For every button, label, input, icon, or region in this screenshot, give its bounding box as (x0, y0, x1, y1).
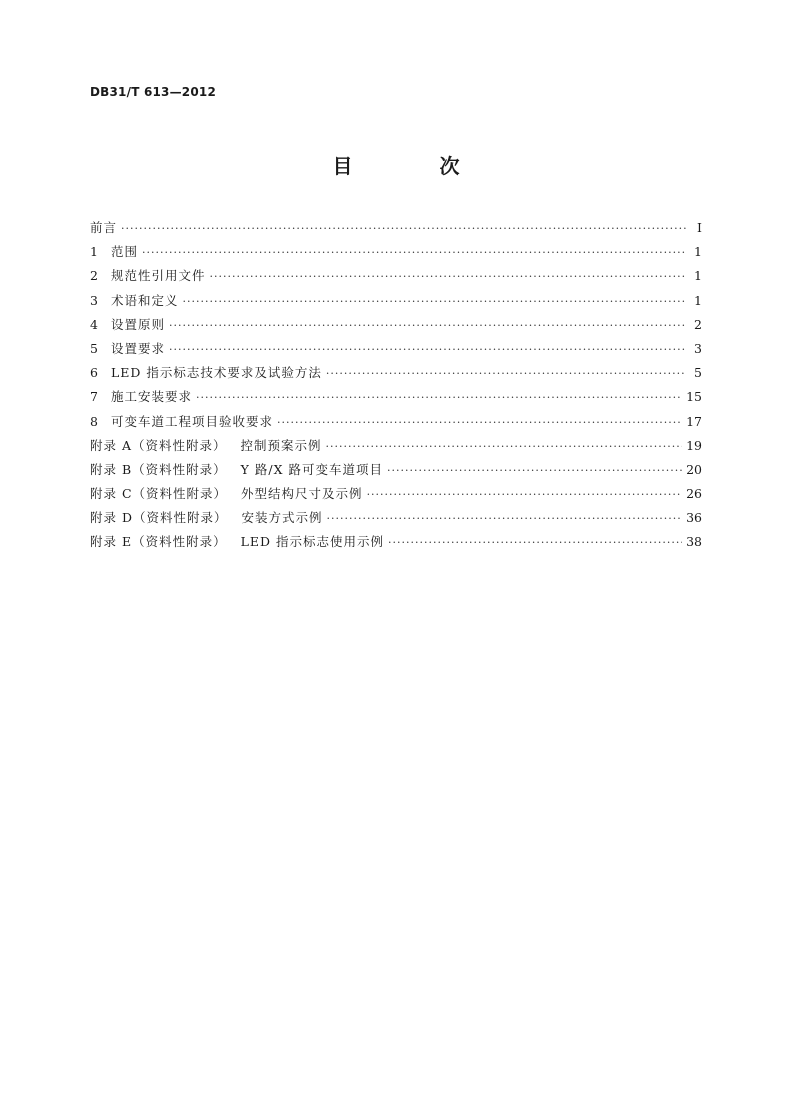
dot-leader (327, 507, 683, 531)
toc-entry-label: 规范性引用文件 (111, 268, 206, 284)
appendix-subtitle: 安装方式示例 (241, 510, 323, 526)
toc-entry-page: 17 (686, 413, 702, 429)
toc-entry-label: 施工安装要求 (111, 389, 193, 405)
appendix-subtitle: 控制预案示例 (240, 437, 322, 453)
toc-entry-7[interactable] (90, 385, 702, 409)
dot-leader (169, 314, 686, 338)
toc-entry-appendix-c[interactable] (90, 482, 702, 506)
appendix-subtitle: 外型结构尺寸及示例 (241, 486, 363, 502)
toc-list (90, 216, 702, 555)
toc-entry-2[interactable] (90, 264, 702, 288)
toc-entry-page: 26 (686, 486, 702, 502)
toc-entry-3[interactable] (90, 289, 702, 313)
toc-title: 目 次 (332, 154, 500, 178)
toc-entry-appendix-e[interactable] (90, 530, 702, 554)
toc-entry-page: 20 (686, 461, 702, 477)
toc-entry-5[interactable] (90, 337, 702, 361)
toc-entry-page: Ⅰ (697, 220, 702, 235)
toc-entry-appendix-a[interactable] (90, 434, 702, 458)
toc-entry-1[interactable] (90, 240, 702, 264)
toc-entry-label: 前言 (90, 220, 118, 235)
toc-entry-number: 1 (90, 244, 98, 260)
toc-entry-label (90, 434, 322, 458)
dot-leader (387, 459, 682, 483)
toc-entry-label: 范围 (111, 244, 139, 260)
toc-entry-label (90, 530, 384, 554)
toc-entry-label (90, 458, 383, 482)
toc-entry-page: 36 (686, 510, 702, 526)
appendix-subtitle: Y 路/X 路可变车道项目 (240, 461, 383, 477)
dot-leader (183, 290, 686, 314)
appendix-label: 附录 B（资料性附录） (90, 461, 227, 477)
toc-entry-page: 38 (686, 534, 702, 550)
toc-entry-page: 2 (694, 316, 702, 332)
toc-entry-page: 15 (686, 389, 702, 405)
appendix-label: 附录 A（资料性附录） (90, 437, 227, 453)
toc-entry-page: 1 (694, 292, 702, 308)
toc-entry-foreword[interactable] (90, 216, 702, 240)
toc-entry-number: 4 (90, 316, 98, 332)
dot-leader (367, 483, 683, 507)
toc-entry-number: 8 (90, 413, 98, 429)
toc-entry-label: 可变车道工程项目验收要求 (111, 413, 274, 429)
appendix-label: 附录 C（资料性附录） (90, 486, 228, 502)
toc-entry-8[interactable] (90, 410, 702, 434)
toc-entry-label (90, 482, 363, 506)
dot-leader (326, 435, 683, 459)
toc-entry-number: 5 (90, 340, 98, 356)
toc-entry-page: 1 (694, 268, 702, 284)
toc-entry-number: 2 (90, 268, 98, 284)
toc-entry-4[interactable] (90, 313, 702, 337)
appendix-label: 附录 D（资料性附录） (90, 510, 228, 526)
toc-entry-label: 设置原则 (111, 316, 166, 332)
toc-entry-appendix-b[interactable] (90, 458, 702, 482)
toc-entry-label: 术语和定义 (111, 292, 179, 308)
toc-entry-label (90, 506, 323, 530)
dot-leader (326, 362, 686, 386)
dot-leader (277, 411, 682, 435)
toc-entry-label: 设置要求 (111, 340, 166, 356)
toc-entry-appendix-d[interactable] (90, 506, 702, 530)
toc-entry-number: 6 (90, 365, 98, 381)
dot-leader (169, 338, 686, 362)
toc-entry-page: 5 (694, 365, 702, 381)
toc-entry-page: 19 (686, 437, 702, 453)
dot-leader (196, 386, 682, 410)
dot-leader (142, 241, 686, 265)
toc-entry-page: 1 (694, 244, 702, 260)
appendix-subtitle: LED 指示标志使用示例 (240, 534, 385, 550)
toc-entry-page: 3 (694, 340, 702, 356)
dot-leader (121, 217, 686, 241)
appendix-label: 附录 E（资料性附录） (90, 534, 227, 550)
toc-entry-number: 7 (90, 389, 98, 405)
dot-leader (210, 265, 686, 289)
dot-leader (388, 531, 682, 555)
toc-entry-number: 3 (90, 292, 98, 308)
toc-entry-6[interactable] (90, 361, 702, 385)
document-code: DB31/T 613—2012 (90, 85, 216, 99)
toc-entry-label: LED 指示标志技术要求及试验方法 (111, 365, 322, 381)
